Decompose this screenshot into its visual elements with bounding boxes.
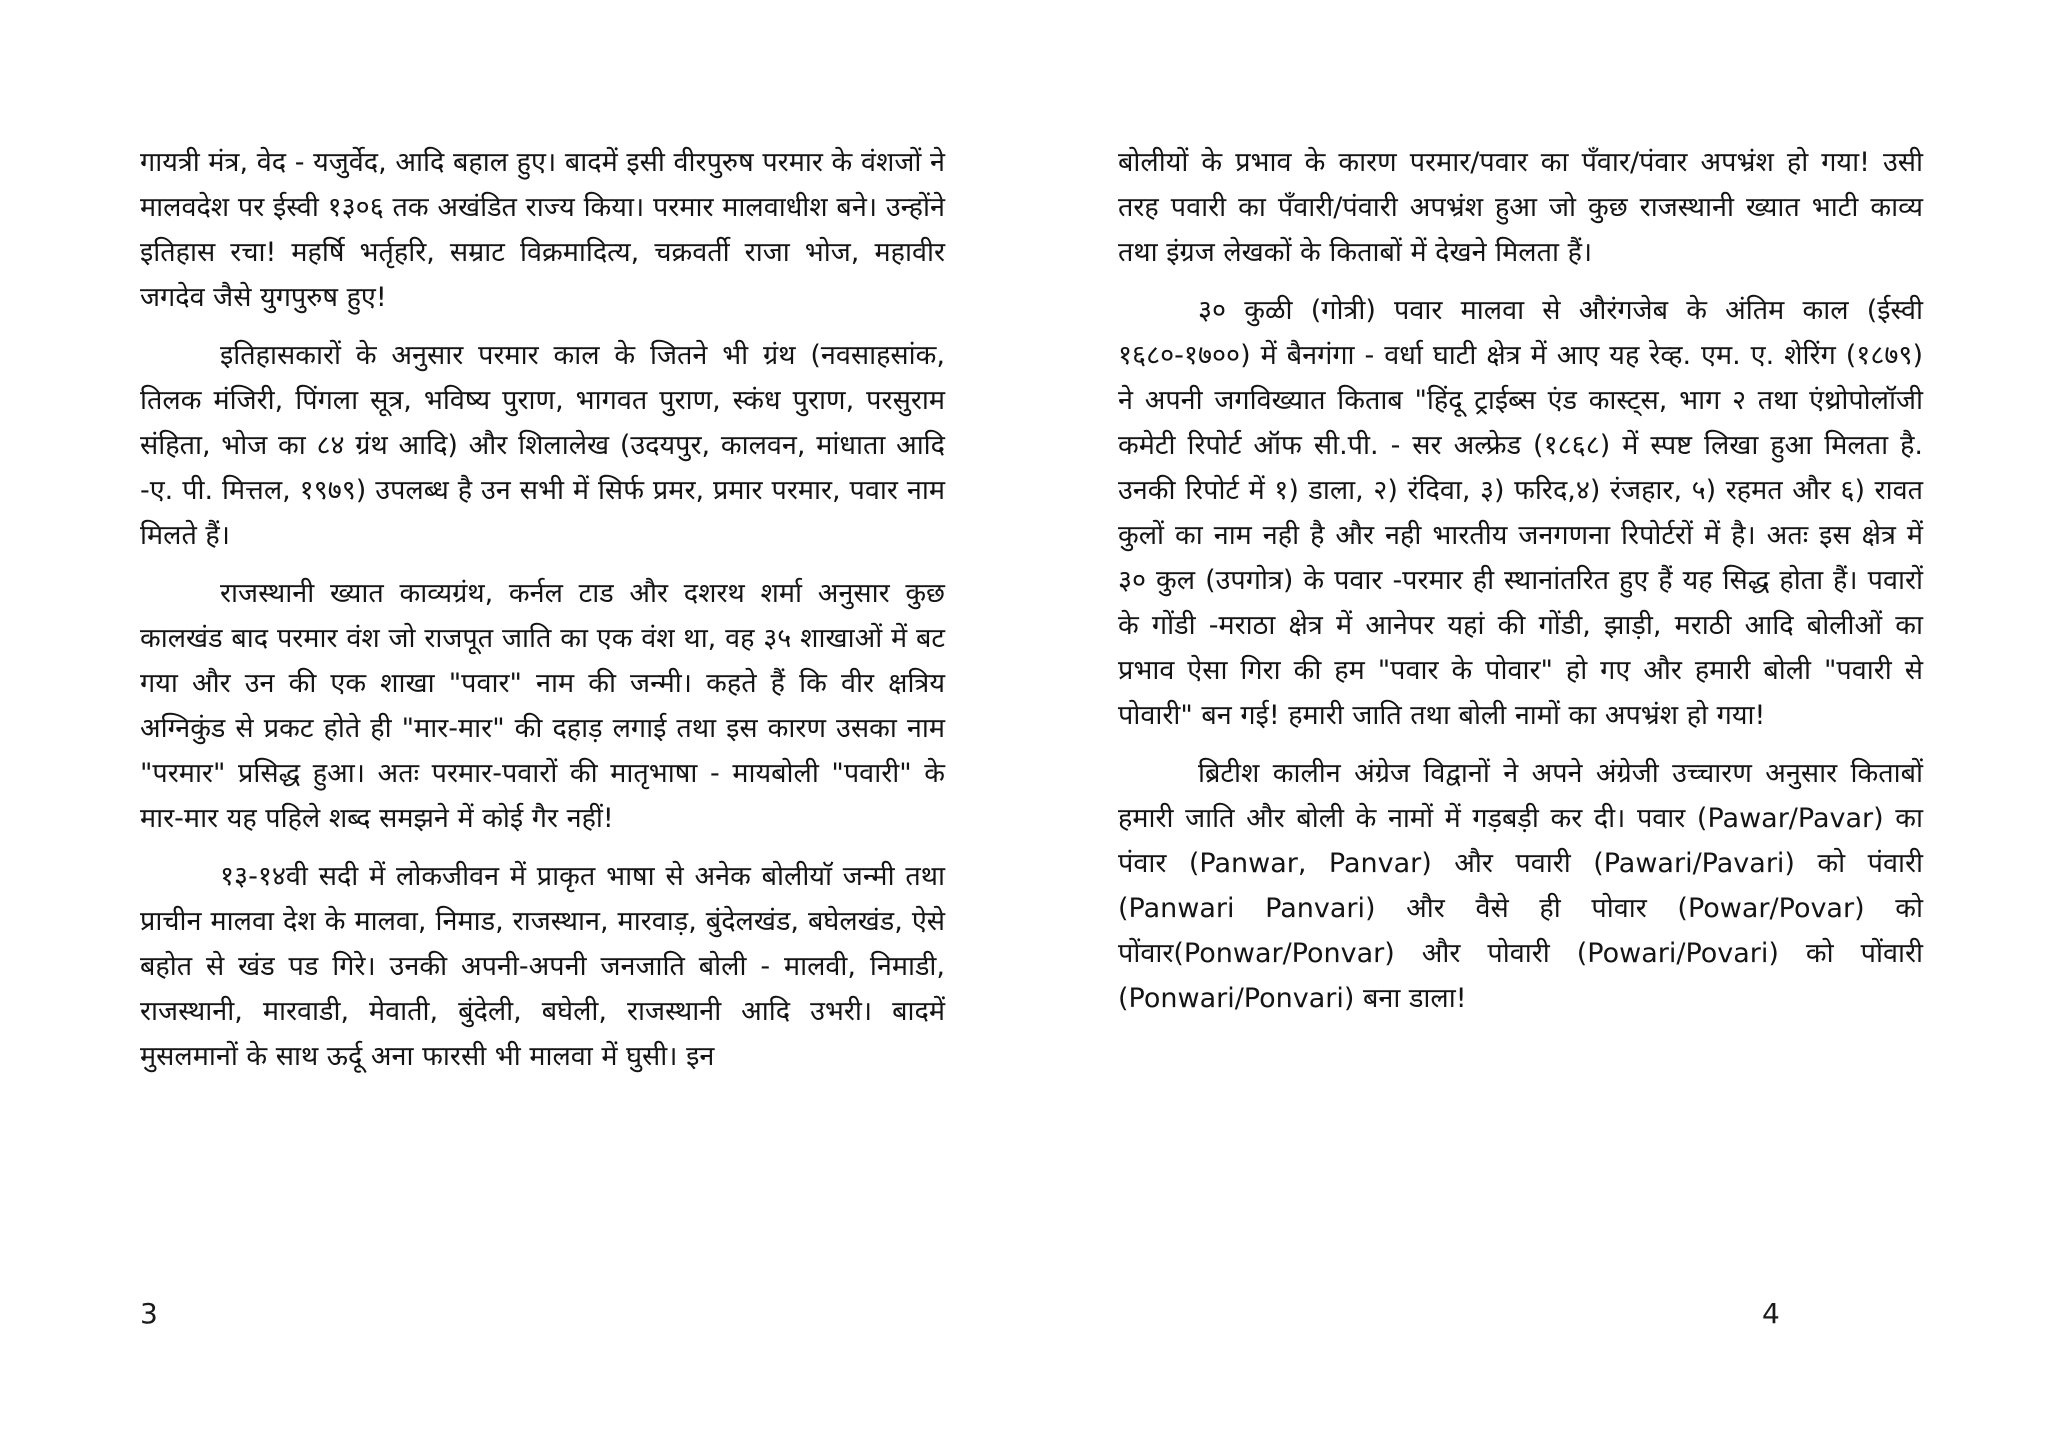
left-page	[140, 140, 945, 1079]
right-paragraph-1: बोलीयों के प्रभाव के कारण परमार/पवार का पँवार/पंवार अपभ्रंश हो गया! उसी तरह पवारी का पँवारी/पंवारी अपभ्रंश हुआ जो कुछ राजस्थानी ख्यात भाटी काव्य तथा इंग्रज लेखकों के किताबों में देखने मिलता हैं।	[1118, 147, 1923, 268]
left-paragraph-1: गायत्री मंत्र, वेद - यजुर्वेद, आदि बहाल हुए। बादमें इसी वीरपुरुष परमार के वंशजों ने मालवदेश पर ईस्वी १३०६ तक अखंडित राज्य किया। परमार मालवाधीश बने। उन्होंने इतिहास रचा! महर्षि भर्तृहरि, सम्राट विक्रमादित्य, चक्रवर्ती राजा भोज, महावीर जगदेव जैसे युगपुरुष हुए!	[140, 147, 945, 313]
left-paragraph-2: इतिहासकारों के अनुसार परमार काल के जितने भी ग्रंथ (नवसाहसांक, तिलक मंजिरी, पिंगला सूत्र, भविष्य पुराण, भागवत पुराण, स्कंध पुराण, परसुराम संहिता, भोज का ८४ ग्रंथ आदि) और शिलालेख (उदयपुर, कालवन, मांधाता आदि -ए. पी. मित्तल, १९७९) उपलब्ध है उन सभी में सिर्फ प्रमर, प्रमार परमार, पवार नाम मिलते हैं।	[140, 340, 945, 551]
page-number-left: 3	[140, 1297, 158, 1330]
page-number-right: 4	[1762, 1297, 1780, 1330]
left-paragraph-3: राजस्थानी ख्यात काव्यग्रंथ, कर्नल टाड और दशरथ शर्मा अनुसार कुछ कालखंड बाद परमार वंश जो राजपूत जाति का एक वंश था, वह ३५ शाखाओं में बट गया और उन की एक शाखा "पवार" नाम की जन्मी। कहते हैं कि वीर क्षत्रिय अग्निकुंड से प्रकट होते ही "मार-मार" की दहाड़ लगाई तथा इस कारण उसका नाम "परमार" प्रसिद्ध हुआ। अतः परमार-पवारों की मातृभाषा - मायबोली "पवारी" के मार-मार यह पहिले शब्द समझने में कोई गैर नहीं!	[140, 578, 945, 834]
right-paragraph-3: ब्रिटीश कालीन अंग्रेज विद्वानों ने अपने अंग्रेजी उच्चारण अनुसार किताबों हमारी जाति और बोली के नामों में गड़बड़ी कर दी। पवार (Pawar/Pavar) का पंवार (Panwar, Panvar) और पवारी (Pawari/Pavari) को पंवारी (Panwari Panvari) और वैसे ही पोवार (Powar/Povar) को पोंवार(Ponwar/Ponvar) और पोवारी (Powari/Povari) को पोंवारी (Ponwari/Ponvari) बना डाला!	[1118, 758, 1923, 1014]
right-paragraph-2: ३० कुळी (गोत्री) पवार मालवा से औरंगजेब के अंतिम काल (ईस्वी १६८०-१७००) में बैनगंगा - वर्धा घाटी क्षेत्र में आए यह रेव्ह. एम. ए. शेरिंग (१८७९) ने अपनी जगविख्यात किताब "हिंदू ट्राईब्स एंड कास्ट्स, भाग २ तथा एंथ्रोपोलॉजी कमेटी रिपोर्ट ऑफ सी.पी. - सर अल्फ्रेड (१८६८) में स्पष्ट लिखा हुआ मिलता है. उनकी रिपोर्ट में १) डाला, २) रंदिवा, ३) फरिद,४) रंजहार, ५) रहमत और ६) रावत कुलों का नाम नही है और नही भारतीय जनगणना रिपोर्टरों में है। अतः इस क्षेत्र में ३० कुल (उपगोत्र) के पवार -परमार ही स्थानांतरित हुए हैं यह सिद्ध होता हैं। पवारों के गोंडी -मराठा क्षेत्र में आनेपर यहां की गोंडी, झाड़ी, मराठी आदि बोलीओं का प्रभाव ऐसा गिरा की हम "पवार के पोवार" हो गए और हमारी बोली "पवारी से पोवारी" बन गई! हमारी जाति तथा बोली नामों का अपभ्रंश हो गया!	[1118, 295, 1923, 731]
left-paragraph-4: १३-१४वी सदी में लोकजीवन में प्राकृत भाषा से अनेक बोलीयाॅ जन्मी तथा प्राचीन मालवा देश के मालवा, निमाड, राजस्थान, मारवाड़, बुंदेलखंड, बघेलखंड, ऐसे बहोत से खंड पड गिरे। उनकी अपनी-अपनी जनजाति बोली - मालवी, निमाडी, राजस्थानी, मारवाडी, मेवाती, बुंदेली, बघेली, राजस्थानी आदि उभरी। बादमें मुसलमानों के साथ ऊर्दू अना फारसी भी मालवा में घुसी। इन	[140, 861, 945, 1072]
right-page	[1118, 140, 1923, 1021]
